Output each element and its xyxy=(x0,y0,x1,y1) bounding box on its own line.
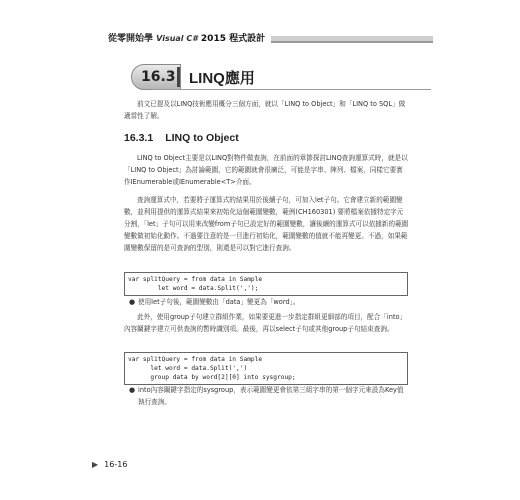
code-block-2 xyxy=(124,352,408,385)
code-line: let word = data.Split(',') xyxy=(128,365,248,372)
section-divider xyxy=(177,67,180,87)
section-banner xyxy=(131,64,431,90)
section-number: 16.3 xyxy=(141,69,176,85)
section-badge xyxy=(131,64,181,90)
book-title-product: Visual C# xyxy=(156,34,198,43)
section-underline xyxy=(151,89,431,90)
book-title-rest: 2015 程式設計 xyxy=(197,34,266,44)
page-footer xyxy=(92,460,127,469)
paragraph-3: 此外，使用group子句建立群組作業，如果要更進一步指定群組更細部的項目，配合「into」內容關鍵字建立可供查詢的暫時識別項。最後，再以select子句或其他group子句結束查詢。 xyxy=(124,313,407,333)
code-line: var splitQuery = from data in Sample xyxy=(128,276,263,283)
bullet-text-1: 使用let子句後，範圍變數由「data」變更為「word」。 xyxy=(138,298,300,306)
paragraph-1: LINQ to Object主要是以LINQ對物件做查詢，在前面的章節探討LINQ查詢運算式時，就是以「LINQ to Object」為討論範圍，它的範圍就會很廣泛，可能是字串、陣列、檔案，同樣它要實作IEnumerable或IEnumerable<T>介面。 xyxy=(124,154,408,186)
subsection-number: 16.3.1 xyxy=(124,132,154,144)
code-line: group data by word[2][0] into sysgroup; xyxy=(128,374,296,381)
bullet-item-1 xyxy=(129,296,410,308)
code-line: var splitQuery = from data in Sample xyxy=(128,356,263,363)
subsection-heading xyxy=(124,132,239,144)
book-title xyxy=(108,31,271,44)
bullet-dot-icon: ● xyxy=(129,298,136,306)
paragraph-2: 查詢運算式中，若要將子運算式的結果用於後續子句，可加入let子句。它會建立新的範圍變數，並利用提供的運算式結果來初始化這個範圍變數，範例(CH160301) 要將檔案依據特定字元分割，「let」子句可以用來改變from子句已設定好的範圍變數，讓後續的運算式可以依據新的範圍變數做初始化動作。不過要注意的是一旦進行初始化，範圍變數的值就不能再變更。不過，如果範圍變數保留的是可查詢的型別，則還是可以對它進行查詢。 xyxy=(124,196,409,252)
bullet-item-2 xyxy=(129,384,410,408)
code-line: let word = data.Split(','); xyxy=(128,285,259,292)
intro-paragraph: 前文已提及以LINQ技術應用概分三個方面，就以「LINQ to Object」和「LINQ to SQL」做適當性了解。 xyxy=(124,100,406,120)
subsection-title: LINQ to Object xyxy=(165,132,239,144)
page-number: 16-16 xyxy=(104,460,128,469)
triangle-icon: ▶ xyxy=(92,460,99,469)
section-title: LINQ應用 xyxy=(189,70,255,87)
book-title-brand: 從零開始學 xyxy=(108,34,154,44)
code-block-1 xyxy=(124,272,408,296)
bullet-dot-icon: ● xyxy=(129,386,136,394)
running-header xyxy=(108,31,433,45)
bullet-text-2: into內容關鍵字指定的sysgroup，表示範圍變更會依第三組字串的第一個字元來設為Key值執行查詢。 xyxy=(138,386,404,406)
